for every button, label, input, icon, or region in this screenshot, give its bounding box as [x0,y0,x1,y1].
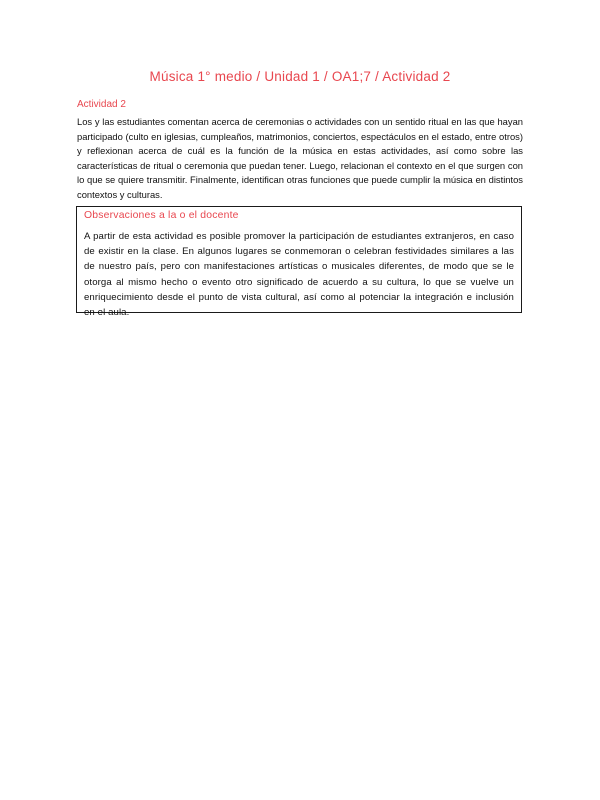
teacher-notes-box [76,206,522,319]
teacher-notes-title: Observaciones a la o el docente [84,210,239,221]
page-title: Música 1° medio / Unidad 1 / OA1;7 / Actividad 2 [149,69,451,84]
teacher-notes-text: A partir de esta actividad es posible promover la participación de estudiantes extranjeros, en caso de existir en la clase. En algunos lugares se conmemoran o celebran festividades similares a las de nuestro país, pero con manifestaciones artísticas o musicales diferentes, de modo que se le otorga al mismo hecho o evento otro significado de acuerdo a su cultura, lo que se vuelve un enriquecimiento desde el punto de vista cultural, así como al potenciar la integración e inclusión en el aula. [84,231,514,319]
activity-heading: Actividad 2 [77,99,126,110]
activity-description: Los y las estudiantes comentan acerca de ceremonias o actividades con un sentido ritual en las que hayan participado (culto en iglesias, cumpleaños, matrimonios, conciertos, espectáculos en el estado, entre otros) y reflexionan acerca de cuál es la función de la música en estas actividades, así como sobre las características de ritual o ceremonia que puedan tener. Luego, relacionan el contexto en el que surgen con lo que se quiere transmitir. Finalmente, identifican otras funciones que puede cumplir la música en distintos contextos y culturas. [77,116,523,200]
